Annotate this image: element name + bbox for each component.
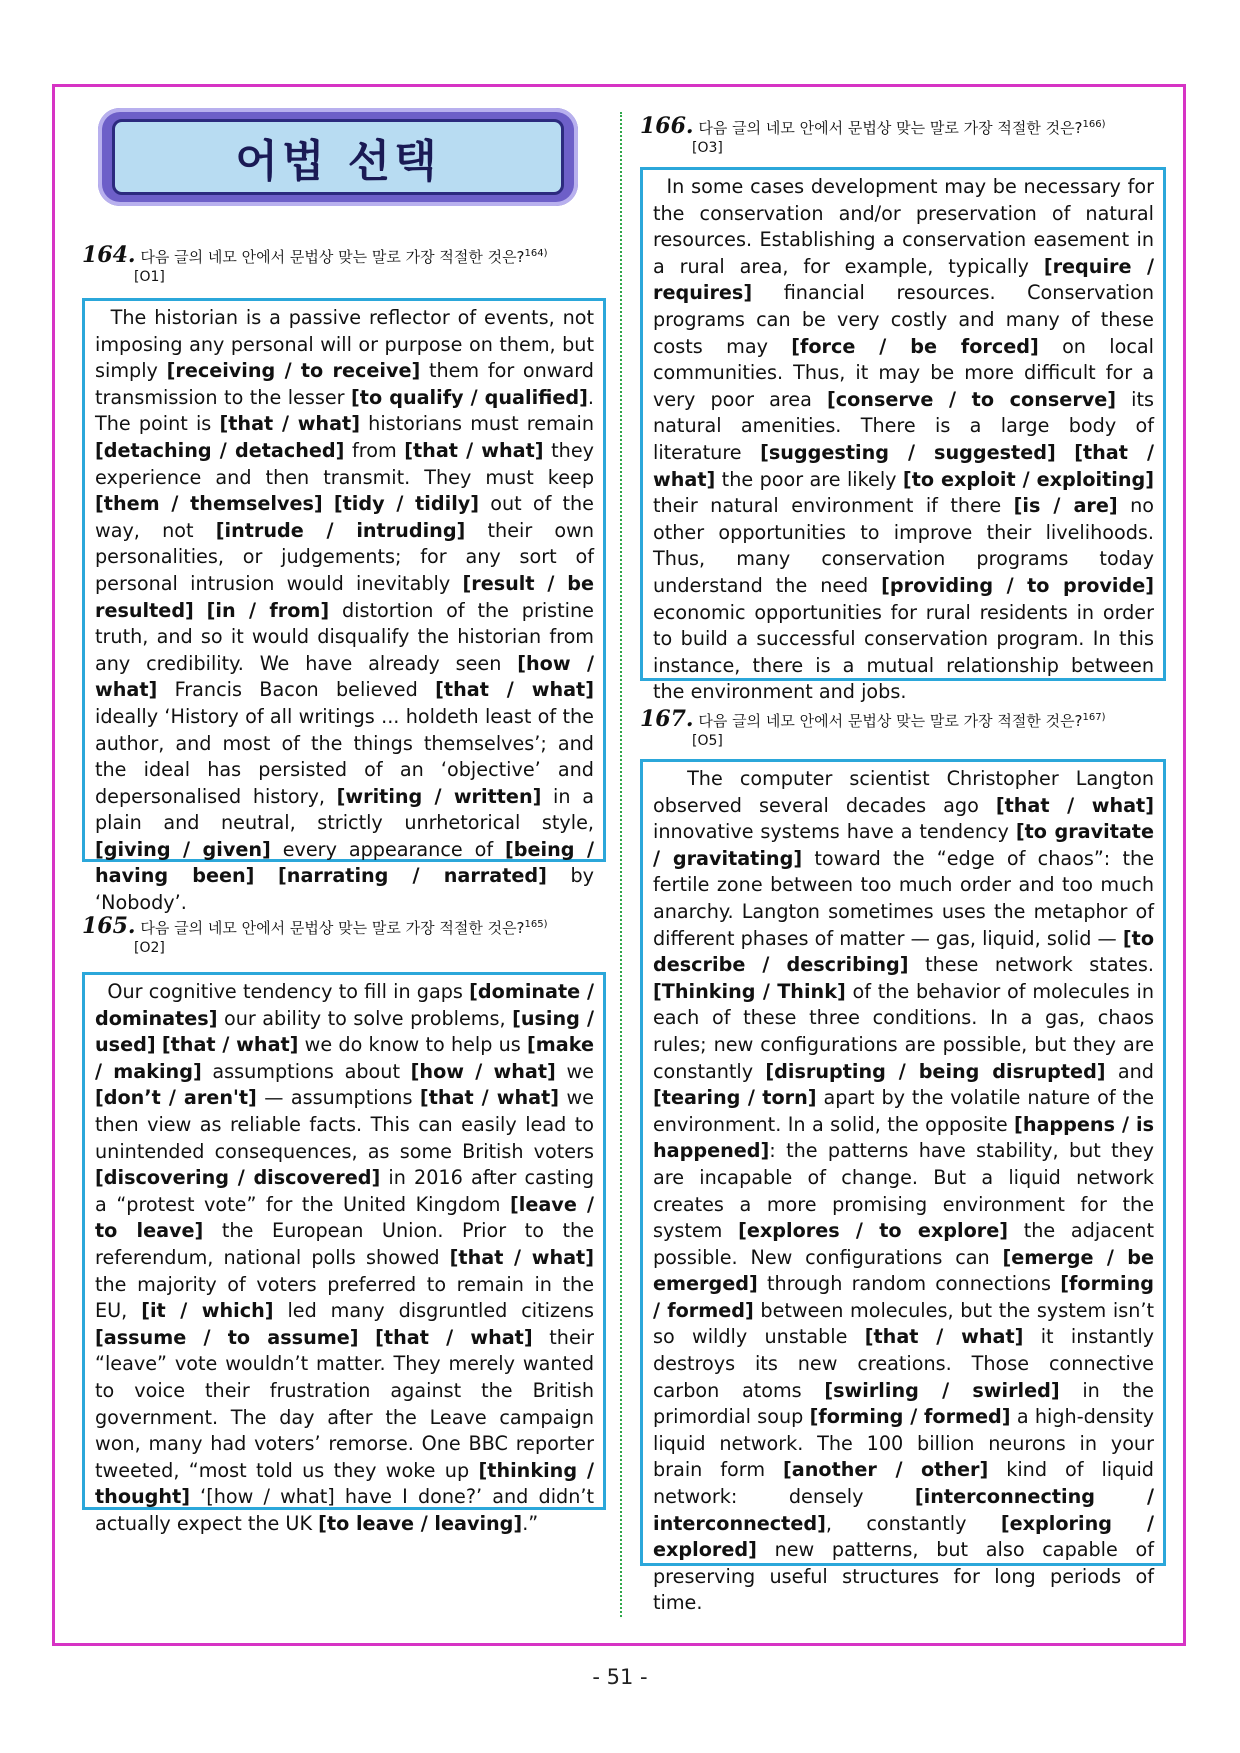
passage-164: The historian is a passive reflector of events, not imposing any personal will or purpose on them, but simply [receiving / to receive] them for onward transmission to the lesser [to qualify / qualified]. The point is [that / what] historians must remain [detaching / detached] from [that / what] they experience and then transmit. They must keep [them / themselves] [tidy / tidily] out of the way, not [intrude / intruding] their own personalities, or judgements; for any sort of personal intrusion would inevitably [result / be resulted] [in / from] distortion of the pristine truth, and so it would disqualify the historian from any credibility. We have already seen [how / what] Francis Bacon believed [that / what] ideally ‘History of all writings ... holdeth least of the author, and most of the things themselves’; and the ideal has persisted of an ‘objective’ and depersonalised history, [writing / written] in a plain and neutral, strictly unrhetorical style, [giving / given] every appearance of [being / having been] [narrating / narrated] by ‘Nobody’. <box>82 298 606 862</box>
question-code: [O2] <box>134 940 165 956</box>
question-footnote: 167) <box>1082 712 1106 723</box>
question-167-header <box>640 708 1106 751</box>
question-prompt: 다음 글의 네모 안에서 문법상 맞는 말로 가장 적절한 것은? <box>140 248 525 266</box>
question-footnote: 165) <box>524 919 548 930</box>
question-number: 164. <box>82 242 136 268</box>
question-number: 166. <box>640 113 694 139</box>
question-165-header <box>82 915 548 958</box>
question-number: 165. <box>82 913 136 939</box>
question-166-header <box>640 115 1106 158</box>
passage-166: In some cases development may be necessary for the conservation and/or preservation of natural resources. Establishing a conservation easement in a rural area, for example, typically [require / requires] financial resources. Conservation programs can be very costly and many of these costs may [force / be forced] on local communities. Thus, it may be more difficult for a very poor area [conserve / to conserve] its natural amenities. There is a large body of literature [suggesting / suggested] [that / what] the poor are likely [to exploit / exploiting] their natural environment if there [is / are] no other opportunities to improve their livelihoods. Thus, many conservation programs today understand the need [providing / to provide] economic opportunities for rural residents in order to build a successful conservation program. In this instance, there is a mutual relationship between the environment and jobs. <box>640 167 1166 681</box>
question-164-header <box>82 244 548 287</box>
page-number: - 51 - <box>592 1665 648 1689</box>
question-number: 167. <box>640 706 694 732</box>
column-divider <box>620 112 622 1617</box>
question-footnote: 164) <box>524 248 548 259</box>
question-code: [O5] <box>692 733 723 749</box>
question-prompt: 다음 글의 네모 안에서 문법상 맞는 말로 가장 적절한 것은? <box>698 119 1083 137</box>
question-footnote: 166) <box>1082 119 1106 130</box>
question-code: [O1] <box>134 269 165 285</box>
question-prompt: 다음 글의 네모 안에서 문법상 맞는 말로 가장 적절한 것은? <box>140 919 525 937</box>
section-title: 어법 선택 <box>235 136 441 187</box>
section-banner <box>98 108 578 206</box>
section-banner-inner <box>112 119 564 195</box>
question-code: [O3] <box>692 140 723 156</box>
passage-165: Our cognitive tendency to fill in gaps [dominate / dominates] our ability to solve problems, [using / used] [that / what] we do know to help us [make / making] assumptions about [how / what] we [don’t / aren't] — assumptions [that / what] we then view as reliable facts. This can easily lead to unintended consequences, as some British voters [discovering / discovered] in 2016 after casting a “protest vote” for the United Kingdom [leave / to leave] the European Union. Prior to the referendum, national polls showed [that / what] the majority of voters preferred to remain in the EU, [it / which] led many disgruntled citizens [assume / to assume] [that / what] their “leave” vote wouldn’t matter. They merely wanted to voice their frustration against the British government. The day after the Leave campaign won, many had voters’ remorse. One BBC reporter tweeted, “most told us they woke up [thinking / thought] ‘[how / what] have I done?’ and didn’t actually expect the UK [to leave / leaving].” <box>82 972 606 1510</box>
question-prompt: 다음 글의 네모 안에서 문법상 맞는 말로 가장 적절한 것은? <box>698 712 1083 730</box>
passage-167: The computer scientist Christopher Langton observed several decades ago [that / what] innovative systems have a tendency [to gravitate / gravitating] toward the “edge of chaos”: the fertile zone between too much order and too much anarchy. Langton sometimes uses the metaphor of different phases of matter — gas, liquid, solid — [to describe / describing] these network states. [Thinking / Think] of the behavior of molecules in each of these three conditions. In a gas, chaos rules; new configurations are possible, but they are constantly [disrupting / being disrupted] and [tearing / torn] apart by the volatile nature of the environment. In a solid, the opposite [happens / is happened]: the patterns have stability, but they are incapable of change. But a liquid network creates a more promising environment for the system [explores / to explore] the adjacent possible. New configurations can [emerge / be emerged] through random connections [forming / formed] between molecules, but the system isn’t so wildly unstable [that / what] it instantly destroys its new creations. Those connective carbon atoms [swirling / swirled] in the primordial soup [forming / formed] a high-density liquid network. The 100 billion neurons in your brain form [another / other] kind of liquid network: densely [interconnecting / interconnected], constantly [exploring / explored] new patterns, but also capable of preserving useful structures for long periods of time. <box>640 759 1166 1566</box>
